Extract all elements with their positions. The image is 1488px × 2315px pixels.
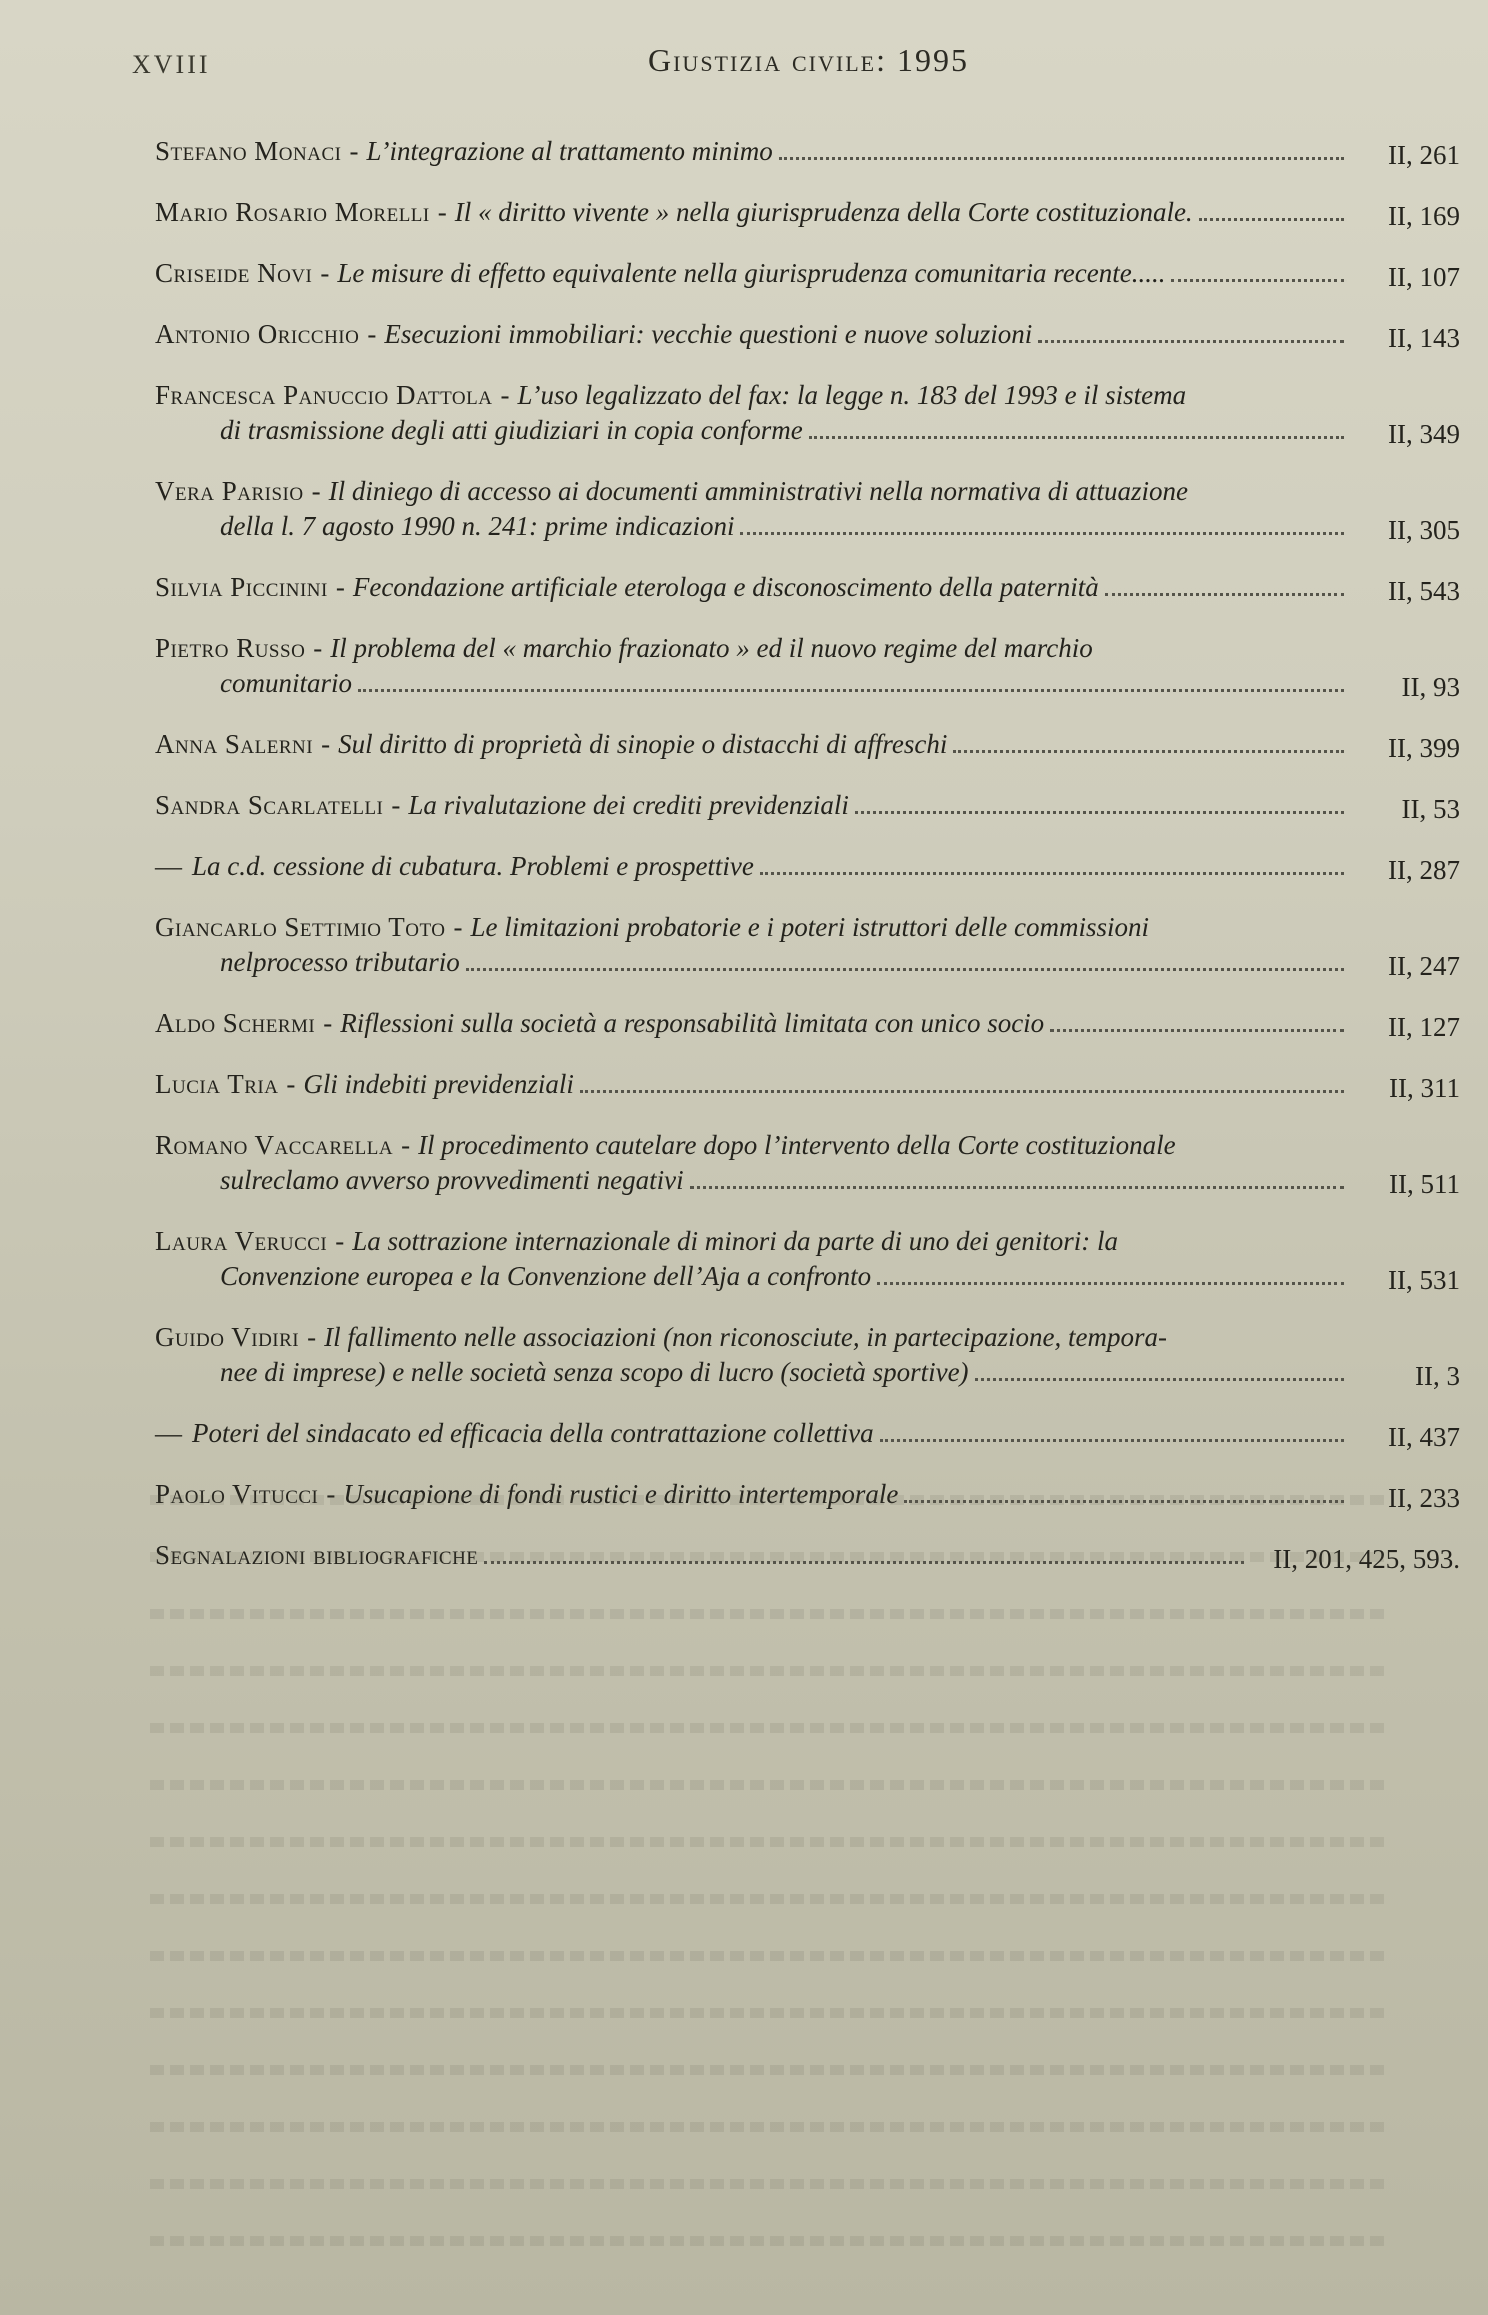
dot-leader — [580, 1090, 1344, 1093]
author-separator: - — [335, 1226, 345, 1256]
entry-line — [155, 1259, 1350, 1294]
bleed-through-line — [150, 1894, 1390, 1904]
bleed-through-line — [150, 2008, 1390, 2018]
entry-page-ref: II, 287 — [1388, 855, 1460, 885]
entry-page-ref: II, 127 — [1388, 1012, 1460, 1042]
author-separator: - — [320, 258, 330, 288]
entry-author: Romano Vaccarella — [155, 1130, 394, 1160]
entry-line — [155, 631, 1350, 666]
entry-line — [155, 1163, 1350, 1198]
bleed-through-line — [150, 1780, 1390, 1790]
entry-page-ref: II, 511 — [1389, 1169, 1460, 1199]
author-separator: - — [321, 729, 331, 759]
entry-author: Laura Verucci — [155, 1226, 328, 1256]
entry-line — [155, 849, 1350, 884]
entry-page-ref: II, 233 — [1388, 1483, 1460, 1513]
entry-title: L’uso legalizzato del fax: la legge n. 183 del 1993 e il sistema — [517, 380, 1187, 410]
index-entry — [155, 1320, 1460, 1390]
entry-author: Giancarlo Settimio Toto — [155, 912, 446, 942]
entry-title: nelprocesso tributario — [220, 947, 460, 977]
entry-page-ref: II, 349 — [1388, 419, 1460, 449]
index-entry — [155, 727, 1460, 762]
page-header — [0, 42, 1488, 92]
entry-title: Usucapione di fondi rustici e diritto intertemporale — [343, 1479, 899, 1509]
index-entry — [155, 849, 1460, 884]
entry-page-ref: II, 531 — [1388, 1265, 1460, 1295]
entry-line — [155, 1224, 1350, 1259]
entry-title: Convenzione europea e la Convenzione dell’Aja a confronto — [220, 1261, 872, 1291]
entry-page-ref: II, 53 — [1401, 794, 1460, 824]
entry-page-ref: II, 311 — [1389, 1073, 1460, 1103]
dot-leader — [1038, 340, 1344, 343]
dot-leader — [779, 157, 1344, 160]
entry-title: L’integrazione al trattamento minimo — [366, 136, 773, 166]
bleed-through-line — [150, 1552, 1390, 1562]
index-entry — [155, 195, 1460, 230]
dot-leader — [953, 750, 1344, 753]
entry-line — [155, 570, 1350, 605]
index-entry — [155, 1067, 1460, 1102]
entry-author: Sandra Scarlatelli — [155, 790, 384, 820]
entry-page-ref: II, 247 — [1388, 951, 1460, 981]
index-entry — [155, 1128, 1460, 1198]
entry-page-ref: II, 437 — [1388, 1422, 1460, 1452]
index-entry — [155, 570, 1460, 605]
entry-author: Antonio Oricchio — [155, 319, 360, 349]
entry-page-ref: II, 399 — [1388, 733, 1460, 763]
dot-leader — [1171, 279, 1344, 282]
entry-line — [155, 945, 1350, 980]
dot-leader — [740, 532, 1344, 535]
index-entry — [155, 910, 1460, 980]
entry-author: Mario Rosario Morelli — [155, 197, 430, 227]
entry-line — [155, 378, 1350, 413]
entry-page-ref: II, 543 — [1388, 576, 1460, 606]
index-entry — [155, 378, 1460, 448]
entry-author: Aldo Schermi — [155, 1008, 316, 1038]
bibliography-page-refs: II, 201, 425, 593. — [1273, 1544, 1460, 1574]
bleed-through-line — [150, 2236, 1390, 2246]
entry-page-ref: II, 261 — [1388, 140, 1460, 170]
entry-title: Il problema del « marchio frazionato » ed il nuovo regime del marchio — [330, 633, 1093, 663]
dot-leader — [690, 1186, 1344, 1189]
entry-author: Guido Vidiri — [155, 1322, 300, 1352]
entry-line — [155, 413, 1350, 448]
author-separator: - — [286, 1069, 296, 1099]
entry-line — [155, 666, 1350, 701]
entry-page-ref: II, 143 — [1388, 323, 1460, 353]
entry-page-ref: II, 93 — [1401, 672, 1460, 702]
entry-title: di trasmissione degli atti giudiziari in copia conforme — [220, 415, 803, 445]
author-separator: - — [367, 319, 377, 349]
author-separator: - — [307, 1322, 317, 1352]
entry-title: Il fallimento nelle associazioni (non riconosciute, in partecipazione, tempora- — [324, 1322, 1168, 1352]
author-separator: - — [349, 136, 359, 166]
entry-title: Gli indebiti previdenziali — [303, 1069, 574, 1099]
entry-line — [155, 1355, 1350, 1390]
same-author-dash: — — [155, 851, 182, 881]
index-entry — [155, 256, 1460, 291]
entry-line — [155, 1067, 1350, 1102]
entry-author: Paolo Vitucci — [155, 1479, 319, 1509]
bleed-through-line — [150, 1609, 1390, 1619]
author-separator: - — [335, 572, 345, 602]
entry-page-ref: II, 169 — [1388, 201, 1460, 231]
entry-title: nee di imprese) e nelle società senza scopo di lucro (società sportive) — [220, 1357, 969, 1387]
entry-line — [155, 1128, 1350, 1163]
dot-leader — [1105, 593, 1344, 596]
index-entry — [155, 1224, 1460, 1294]
entry-title: Il diniego di accesso ai documenti amministrativi nella normativa di attuazione — [328, 476, 1189, 506]
entry-line — [155, 256, 1350, 291]
entry-line — [155, 134, 1350, 169]
index-entry — [155, 631, 1460, 701]
same-author-dash: — — [155, 1418, 182, 1448]
entry-title: La sottrazione internazionale di minori da parte di uno dei genitori: la — [352, 1226, 1119, 1256]
entry-author: Francesca Panuccio Dattola — [155, 380, 493, 410]
author-separator: - — [323, 1008, 333, 1038]
index-entry — [155, 317, 1460, 352]
entry-title: Le limitazioni probatorie e i poteri istruttori delle commissioni — [470, 912, 1149, 942]
entry-title: La c.d. cessione di cubatura. Problemi e prospettive — [192, 851, 754, 881]
entry-author: Stefano Monaci — [155, 136, 342, 166]
bleed-through-line — [150, 2065, 1390, 2075]
entry-author: Criseide Novi — [155, 258, 313, 288]
entry-author: Pietro Russo — [155, 633, 306, 663]
dot-leader — [1199, 218, 1344, 221]
entry-line — [155, 195, 1350, 230]
author-separator: - — [313, 633, 323, 663]
bleed-through-line — [150, 1951, 1390, 1961]
index-entry — [155, 134, 1460, 169]
bleed-through-line — [150, 1666, 1390, 1676]
entry-line — [155, 788, 1350, 823]
entry-title: Riflessioni sulla società a responsabilità limitata con unico socio — [340, 1008, 1045, 1038]
entry-title: comunitario — [220, 668, 352, 698]
page-number: XVIII — [132, 50, 211, 79]
entry-line — [155, 727, 1350, 762]
entry-line — [155, 1320, 1350, 1355]
entry-title: Il procedimento cautelare dopo l’intervento della Corte costituzionale — [418, 1130, 1176, 1160]
entry-title: Fecondazione artificiale eterologa e disconoscimento della paternità — [352, 572, 1099, 602]
index-entry — [155, 788, 1460, 823]
bibliography-label: Segnalazioni bibliografiche — [155, 1540, 479, 1570]
entry-title: della l. 7 agosto 1990 n. 241: prime indicazioni — [220, 511, 735, 541]
bleed-through-line — [150, 2122, 1390, 2132]
entry-author: Silvia Piccinini — [155, 572, 328, 602]
entry-title: Esecuzioni immobiliari: vecchie questioni e nuove soluzioni — [384, 319, 1033, 349]
index-entries — [155, 134, 1460, 1599]
entry-title: La rivalutazione dei crediti previdenziali — [408, 790, 849, 820]
entry-line — [155, 1416, 1350, 1451]
dot-leader — [466, 968, 1344, 971]
entry-author: Lucia Tria — [155, 1069, 279, 1099]
entry-title: Poteri del sindacato ed efficacia della contrattazione collettiva — [192, 1418, 874, 1448]
author-separator: - — [500, 380, 510, 410]
entry-page-ref: II, 305 — [1388, 515, 1460, 545]
entry-line — [155, 474, 1350, 509]
journal-title: Giustizia civile: 1995 — [648, 42, 969, 78]
entry-title: Sul diritto di proprietà di sinopie o distacchi di affreschi — [338, 729, 948, 759]
entry-title: sulreclamo avverso provvedimenti negativi — [220, 1165, 684, 1195]
bleed-through-line — [150, 1723, 1390, 1733]
dot-leader — [809, 436, 1344, 439]
entry-line — [155, 317, 1350, 352]
entry-title: Le misure di effetto equivalente nella giurisprudenza comunitaria recente..... — [337, 258, 1166, 288]
author-separator: - — [401, 1130, 411, 1160]
author-separator: - — [391, 790, 401, 820]
bleed-through-line — [150, 1837, 1390, 1847]
bleed-through-line — [150, 1495, 1390, 1505]
index-entry — [155, 1006, 1460, 1041]
entry-line — [155, 1006, 1350, 1041]
author-separator: - — [326, 1479, 336, 1509]
entry-page-ref: II, 3 — [1415, 1361, 1460, 1391]
entry-author: Vera Parisio — [155, 476, 304, 506]
dot-leader — [880, 1439, 1344, 1442]
entry-author: Anna Salerni — [155, 729, 314, 759]
dot-leader — [975, 1378, 1344, 1381]
author-separator: - — [437, 197, 447, 227]
index-entry — [155, 474, 1460, 544]
author-separator: - — [311, 476, 321, 506]
dot-leader — [358, 689, 1344, 692]
index-entry — [155, 1416, 1460, 1451]
entry-title: Il « diritto vivente » nella giurisprudenza della Corte costituzionale. — [454, 197, 1193, 227]
dot-leader — [855, 811, 1344, 814]
entry-page-ref: II, 107 — [1388, 262, 1460, 292]
bleed-through-line — [150, 2179, 1390, 2189]
dot-leader — [1050, 1029, 1344, 1032]
entry-line — [155, 509, 1350, 544]
entry-line — [155, 910, 1350, 945]
dot-leader — [760, 872, 1344, 875]
author-separator: - — [453, 912, 463, 942]
dot-leader — [877, 1282, 1344, 1285]
